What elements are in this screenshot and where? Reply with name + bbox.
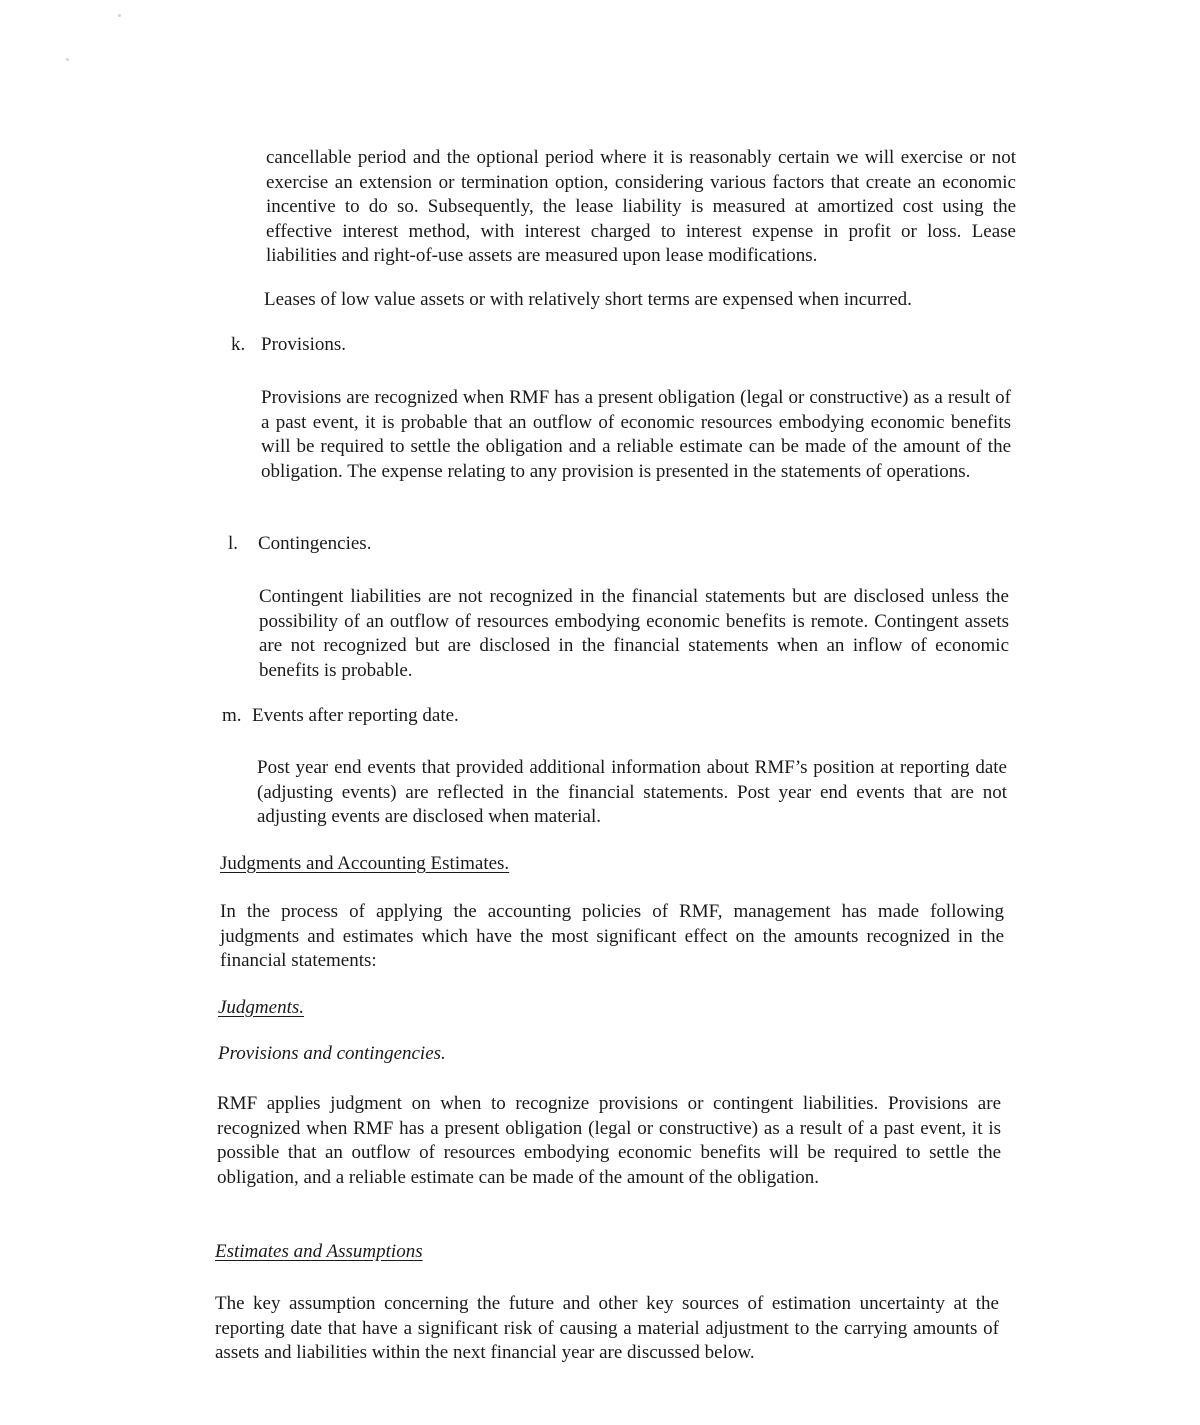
item-l-title: Contingencies. — [258, 533, 372, 554]
item-l-marker: l. — [228, 533, 239, 554]
item-m-heading — [222, 704, 459, 729]
estimates-assumptions-subheading: Estimates and Assumptions — [215, 1241, 423, 1262]
provisions-judgment-paragraph: RMF applies judgment on when to recognize provisions or contingent liabilities. Provisions are recognized when RMF has a present obligation (legal or constructive) as a result of a past event, it is possible that an outflow of resources embodying economic benefits will be required to settle the obligation, and a reliable estimate can be made of the amount of the obligation. — [217, 1093, 1001, 1188]
item-m-title: Events after reporting date. — [252, 705, 459, 726]
provisions-contingencies-subheading: Provisions and contingencies. — [218, 1043, 446, 1064]
lease-continuation-paragraph: cancellable period and the optional period where it is reasonably certain we will exercise or not exercise an extension or termination option, considering various factors that create an economic incentive to do so. Subsequently, the lease liability is measured at amortized cost using the effective interest method, with interest charged to interest expense in profit or loss. Lease liabilities and right-of-use assets are measured upon lease modifications. — [266, 147, 1016, 266]
lease-low-value-paragraph: Leases of low value assets or with relatively short terms are expensed when incurred. — [264, 289, 912, 310]
item-k-marker: k. — [231, 334, 246, 355]
item-l-heading — [228, 532, 371, 557]
item-k-title: Provisions. — [261, 334, 346, 355]
item-m-marker: m. — [222, 705, 242, 726]
scan-speck — [66, 58, 69, 61]
item-k-body: Provisions are recognized when RMF has a present obligation (legal or constructive) as a result of a past event, it is probable that an outflow of economic resources embodying economic benefits will be required to settle the obligation and a reliable estimate can be made of the amount of the obligation. The expense relating to any provision is presented in the statements of operations. — [261, 387, 1011, 482]
estimates-paragraph: The key assumption concerning the future and other key sources of estimation uncertainty at the reporting date that have a significant risk of causing a material adjustment to the carrying amounts of assets and liabilities within the next financial year are discussed below. — [215, 1293, 999, 1363]
item-m-body: Post year end events that provided additional information about RMF’s position at reporting date (adjusting events) are reflected in the financial statements. Post year end events that are not adjusting events are disclosed when material. — [257, 757, 1007, 827]
judgments-intro-paragraph: In the process of applying the accounting policies of RMF, management has made following judgments and estimates which have the most significant effect on the amounts recognized in the financial statements: — [220, 901, 1004, 971]
judgments-section-heading: Judgments and Accounting Estimates. — [220, 853, 510, 874]
scan-speck — [118, 14, 121, 17]
judgments-subheading: Judgments. — [218, 997, 305, 1018]
item-l-body: Contingent liabilities are not recognized in the financial statements but are disclosed unless the possibility of an outflow of resources embodying economic benefits is remote. Contingent assets are not recognized but are disclosed in the financial statements when an inflow of economic benefits is probable. — [259, 586, 1009, 681]
item-k-heading — [231, 333, 346, 358]
